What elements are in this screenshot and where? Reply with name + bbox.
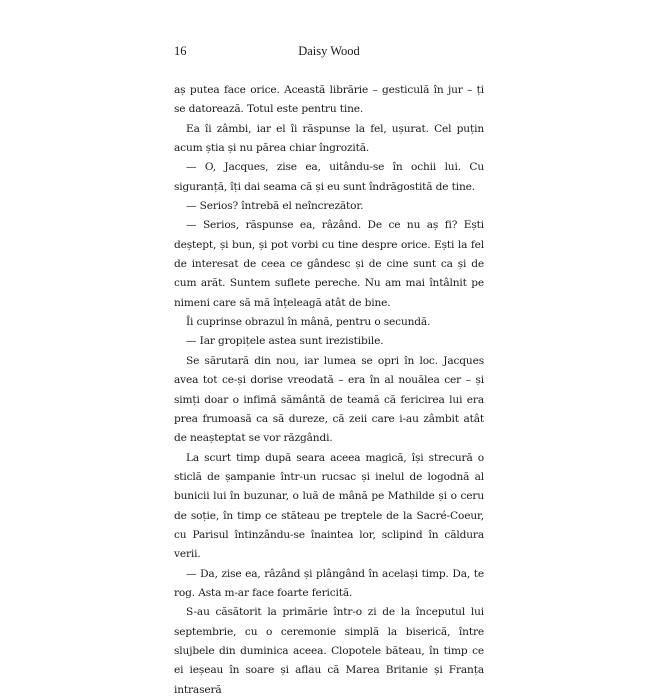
body-text bbox=[174, 81, 484, 700]
paragraph: La scurt timp după seara aceea magică, își strecură o sticlă de șampanie într-un rucsac și inelul de logodnă al bunicii lui în buzunar, o luă de mână pe Mathilde și o ceru de soție, în timp ce stăteau pe treptele de la Sacré-Coeur, cu Parisul întinzându-se înaintea lor, sclipind în căldura verii. bbox=[174, 451, 484, 561]
running-head-author: Daisy Wood bbox=[298, 44, 360, 58]
paragraph: aș putea face orice. Această librărie – gesticulă în jur – ți se datorează. Totul este pentru tine. bbox=[174, 84, 484, 116]
book-page bbox=[174, 44, 484, 700]
paragraph: — Serios, răspunse ea, râzând. De ce nu aș fi? Ești deștept, și bun, și pot vorbi cu tine despre orice. Ești la fel de interesat de ceea ce gândesc și de cine sunt ca și de cum arăt. Suntem suflete pereche. Nu am mai întâlnit pe nimeni care să mă înțeleagă atât de bine. bbox=[174, 219, 484, 309]
running-head bbox=[174, 44, 484, 64]
paragraph: Ea îi zâmbi, iar el îi răspunse la fel, ușurat. Cel puțin acum știa și nu părea chiar îngrozită. bbox=[174, 122, 484, 155]
paragraph: S-au căsătorit la primărie într-o zi de la începutul lui septembrie, cu o ceremonie simplă la biserică, între slujbele din duminica aceea. Clopotele băteau, în timp ce ei ieșeau în soare și aflau că Marea Britanie și Franța intraseră bbox=[174, 606, 484, 696]
paragraph: Se sărutară din nou, iar lumea se opri în loc. Jacques avea tot ce-și dorise vreodată – era în al nouălea cer – și simți doar o infimă sământă de teamă că fericirea lui era prea frumoasă ca să dureze, că zeii care i-au zâmbit atât de neașteptat se vor răzgândi. bbox=[174, 354, 484, 445]
paragraph: — Da, zise ea, râzând și plângând în același timp. Da, te rog. Asta m-ar face foarte fericită. bbox=[174, 567, 484, 599]
paragraph: — Serios? întrebă el neîncrezător. bbox=[186, 200, 364, 213]
paragraph: Îi cuprinse obrazul în mână, pentru o secundă. bbox=[186, 316, 431, 329]
paragraph: — Iar gropițele astea sunt irezistibile. bbox=[186, 335, 384, 348]
page-number: 16 bbox=[174, 44, 187, 58]
paragraph: — O, Jacques, zise ea, uitându-se în ochii lui. Cu siguranță, îți dai seama că și eu sunt îndrăgostită de tine. bbox=[174, 161, 484, 193]
